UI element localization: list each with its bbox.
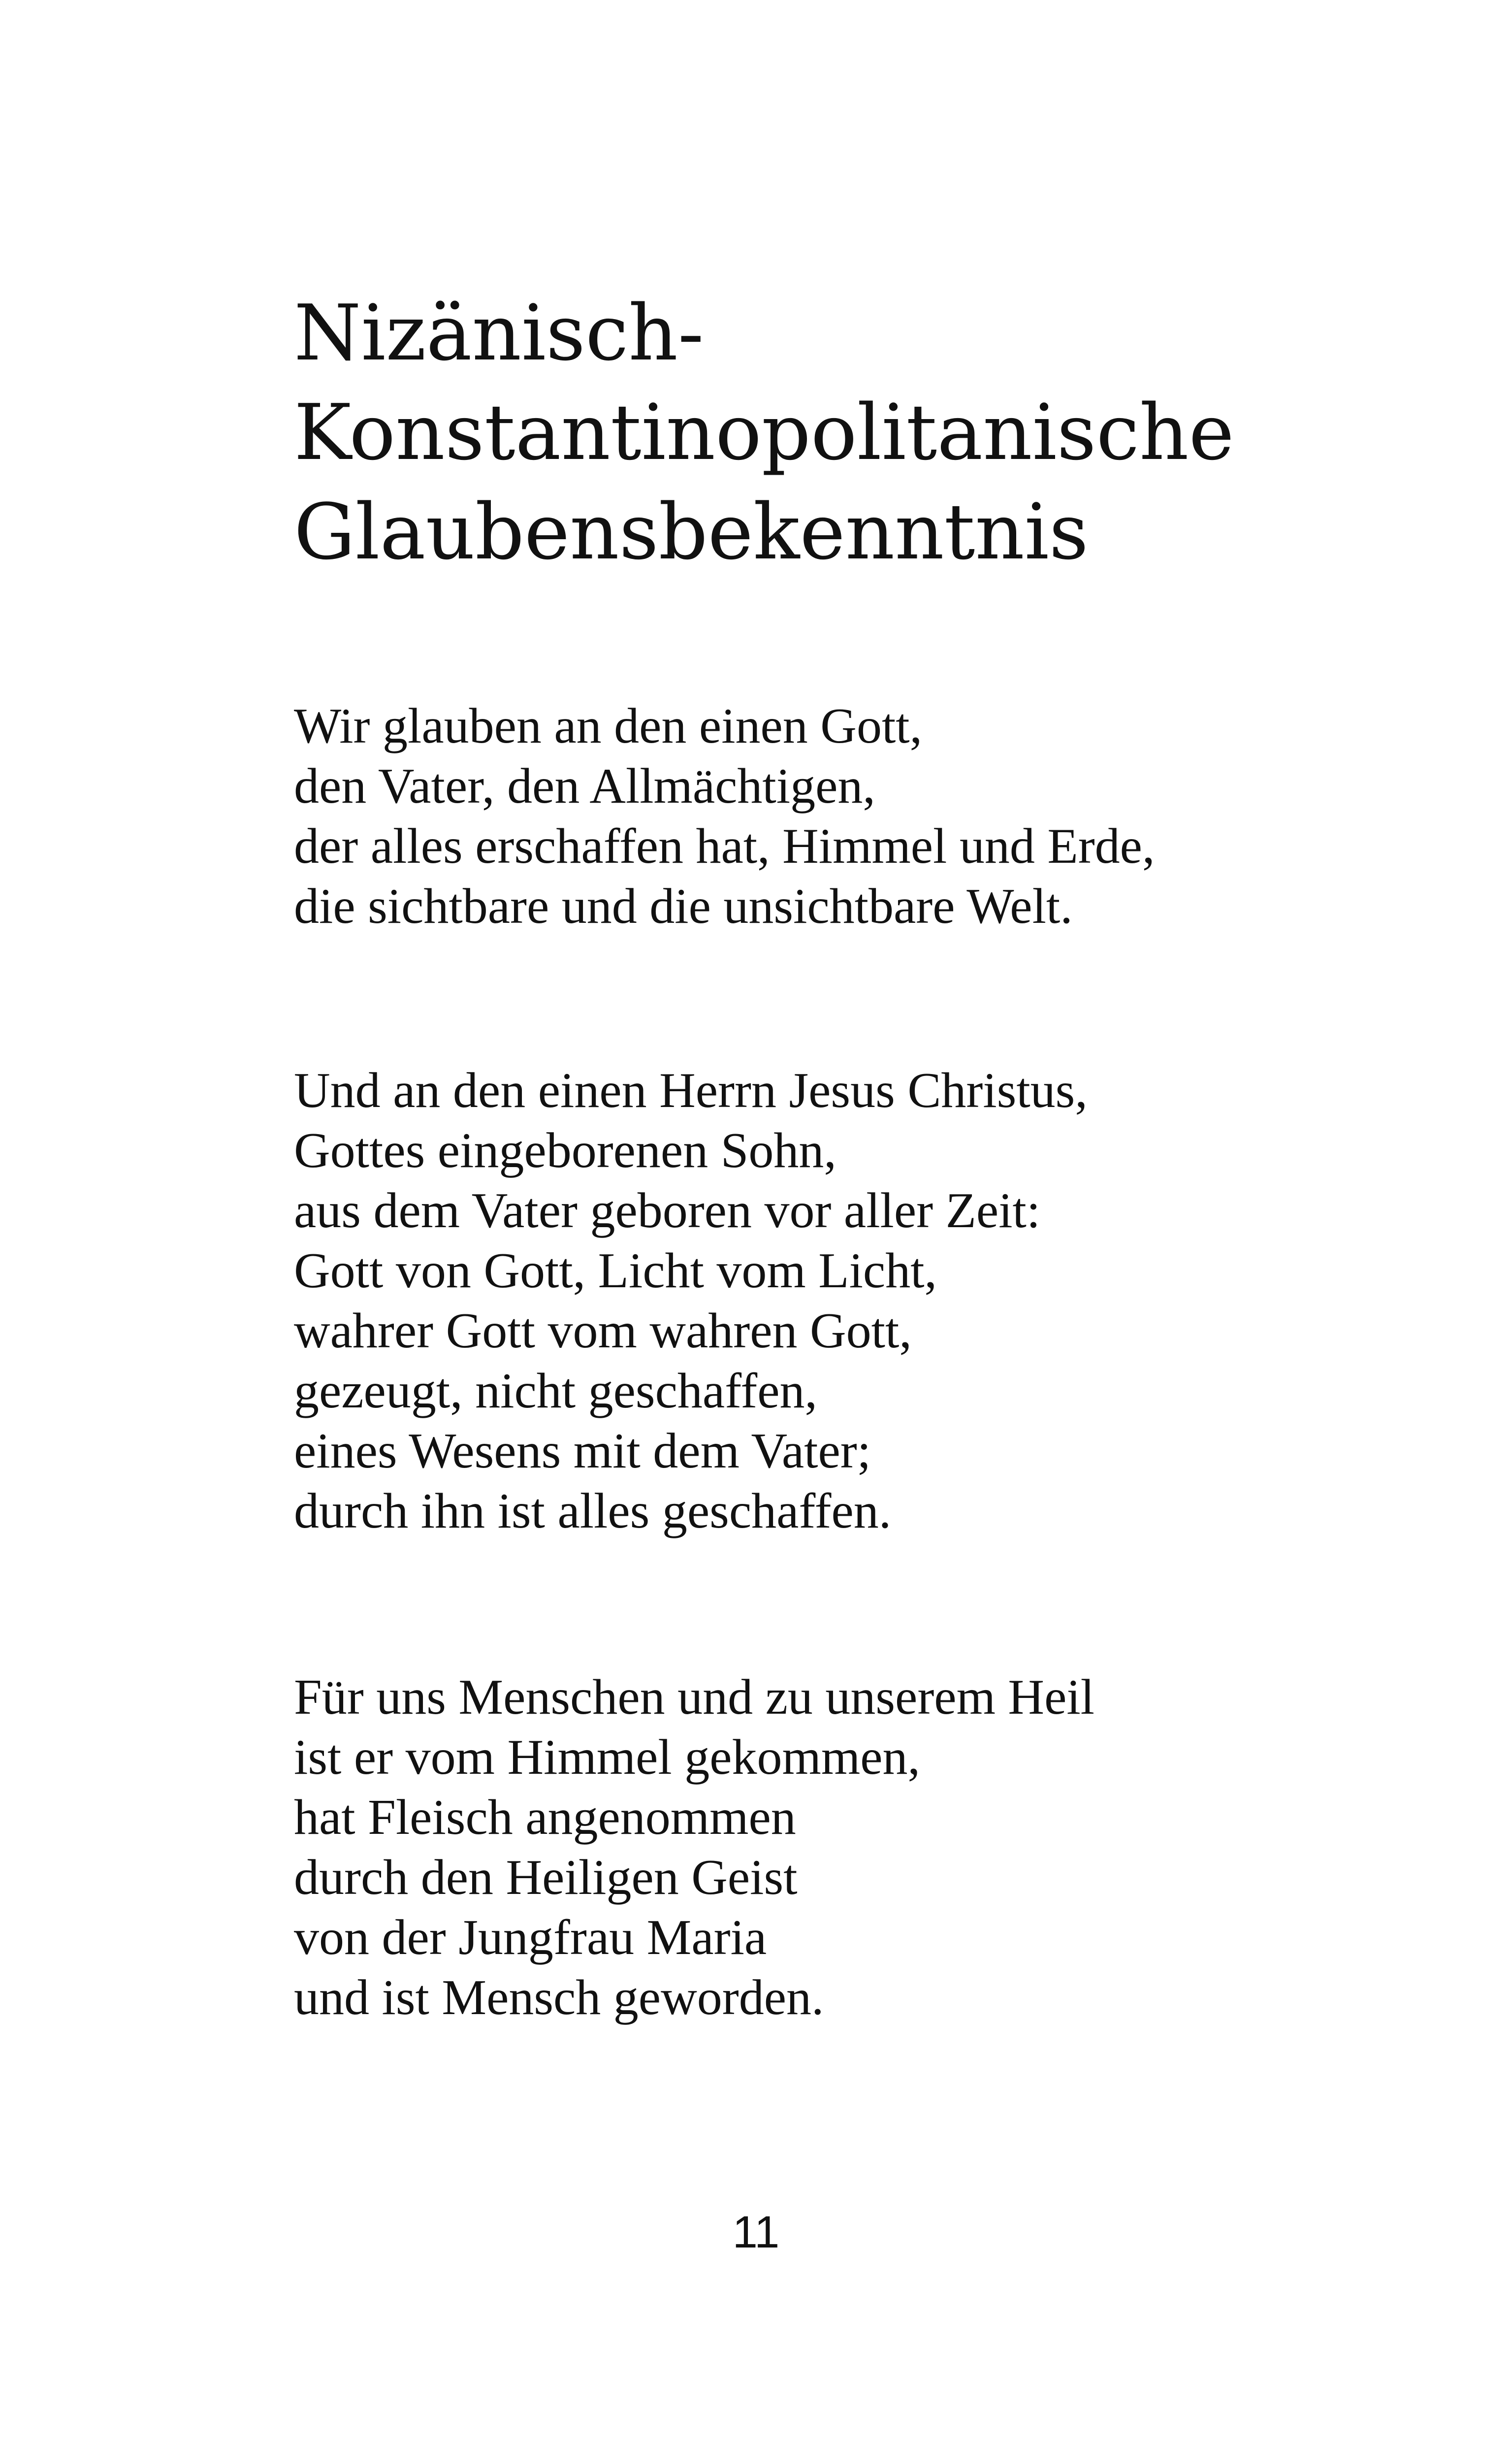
stanza-2 bbox=[294, 1061, 1377, 1541]
verse-line: den Vater, den Allmächtigen, bbox=[294, 758, 875, 814]
verse-line: aus dem Vater geboren vor aller Zeit: bbox=[294, 1183, 1041, 1238]
verse-line: durch den Heiligen Geist bbox=[294, 1850, 798, 1905]
verse-line: die sichtbare und die unsichtbare Welt. bbox=[294, 879, 1073, 934]
verse-line: gezeugt, nicht geschaffen, bbox=[294, 1363, 817, 1419]
verse-line: durch ihn ist alles geschaffen. bbox=[294, 1483, 892, 1539]
verse-line: eines Wesens mit dem Vater; bbox=[294, 1423, 871, 1479]
verse-line: von der Jungfrau Maria bbox=[294, 1910, 767, 1965]
verse-line: Gottes eingeborenen Sohn, bbox=[294, 1123, 836, 1178]
page-title bbox=[294, 283, 1328, 582]
stanza-1 bbox=[294, 696, 1377, 937]
title-line: Glaubensbekenntnis bbox=[294, 487, 1089, 577]
verse-line: wahrer Gott vom wahren Gott, bbox=[294, 1303, 912, 1359]
stanza-3 bbox=[294, 1667, 1377, 2028]
page-number: 11 bbox=[732, 2207, 780, 2257]
verse-line: und ist Mensch geworden. bbox=[294, 1970, 824, 2025]
title-line: Nizänisch- bbox=[294, 288, 704, 378]
title-line: Konstantinopolitanische bbox=[294, 388, 1234, 477]
verse-line: Und an den einen Herrn Jesus Christus, bbox=[294, 1063, 1088, 1118]
verse-line: Wir glauben an den einen Gott, bbox=[294, 698, 923, 754]
verse-line: Gott von Gott, Licht vom Licht, bbox=[294, 1243, 937, 1299]
verse-line: ist er vom Himmel gekommen, bbox=[294, 1729, 920, 1785]
verse-line: Für uns Menschen und zu unserem Heil bbox=[294, 1669, 1095, 1725]
verse-line: hat Fleisch angenommen bbox=[294, 1790, 796, 1845]
verse-line: der alles erschaffen hat, Himmel und Erde, bbox=[294, 818, 1155, 874]
